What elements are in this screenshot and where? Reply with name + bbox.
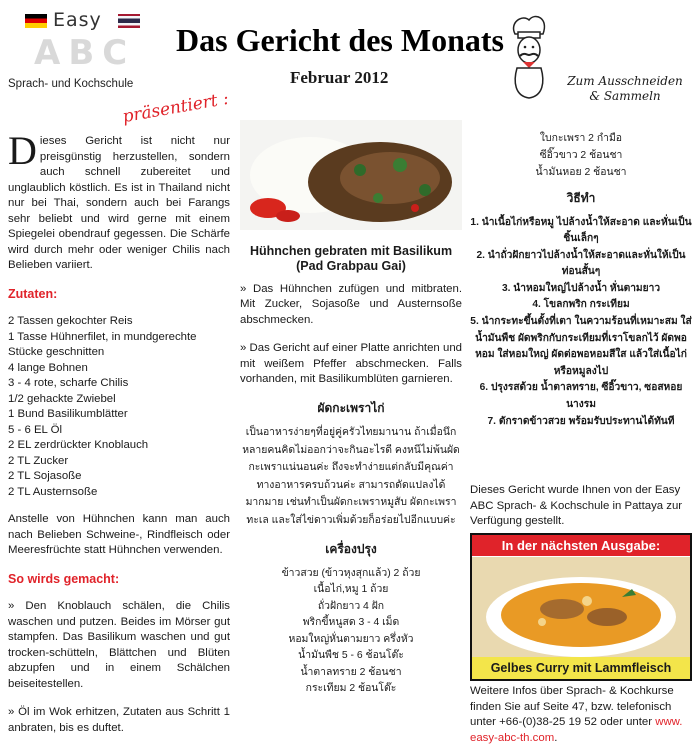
list-item: ใบกะเพรา 2 กำมือ bbox=[539, 133, 623, 144]
dish-title bbox=[240, 244, 462, 274]
list-item: 2 EL zerdrückter Knoblauch bbox=[8, 439, 149, 451]
list-item: น้ำมันหอย 2 ช้อนชา bbox=[535, 167, 627, 178]
list-item: 4 lange Bohnen bbox=[8, 361, 88, 374]
list-item: 4. โขลกพริก กระเทียม bbox=[532, 299, 630, 311]
cut-note-line1: Zum Ausschneiden bbox=[567, 74, 683, 88]
substitution-note: Anstelle von Hühnchen kann man auch nach Belieben Schweine-, Rindfleisch oder Meeresfrüchte statt Hühnchen verwenden. bbox=[8, 513, 230, 556]
list-item: 6. ปรุงรสด้วย น้ำตาลทราย, ซีอิ๊วขาว, ซอสหอยนางรม bbox=[479, 382, 683, 411]
method-heading: So wirds gemacht: bbox=[8, 571, 120, 586]
thai-ingredients-continued bbox=[470, 130, 692, 181]
list-item: 2 TL Austernsoße bbox=[8, 485, 98, 498]
next-dish-label: Gelbes Curry mit Lammfleisch bbox=[472, 657, 690, 679]
chef-illustration-icon bbox=[505, 12, 553, 100]
middle-column bbox=[240, 120, 462, 698]
list-item: 2. นำถั่วฝักยาวไปล้างน้ำให้สะอาดและหั่นให้เป็นท่อนสั้นๆ bbox=[476, 249, 686, 278]
intro-dropcap: D bbox=[8, 128, 37, 173]
intro-paragraph bbox=[8, 128, 230, 274]
list-item: น้ำมันพืช 5 - 6 ช้อนโต๊ะ bbox=[298, 650, 404, 661]
method-step-4: » Das Gericht auf einer Platte anrichten und mit weißem Pfeffer abschmecken. Falls vorhanden, mit Basilikumblüten garnieren. bbox=[240, 342, 462, 385]
list-item: น้ำตาลทราย 2 ช้อนชา bbox=[300, 666, 402, 678]
logo-abc: ABC bbox=[34, 33, 136, 73]
list-item: กระเทียม 2 ช้อนโต๊ะ bbox=[305, 683, 397, 694]
dish-title-line1: Hühnchen gebraten mit Basilikum bbox=[249, 243, 453, 258]
next-issue-heading: In der nächsten Ausgabe: bbox=[472, 535, 690, 556]
more-info-end: . bbox=[554, 731, 558, 744]
next-issue-box bbox=[470, 533, 692, 681]
list-item: 2 TL Sojasoße bbox=[8, 470, 82, 482]
list-item: 3 - 4 rote, scharfe Chilis bbox=[8, 377, 129, 389]
website-link-part2[interactable]: easy-abc-th.com bbox=[470, 731, 555, 744]
dish-title-line2: (Pad Grabpau Gai) bbox=[296, 258, 406, 273]
more-info-text: Weitere Infos über Sprach- & Kochkurse finden Sie auf Seite 47, bzw. telefonisch unter +66-(0)38-25 19 52 oder unter bbox=[470, 685, 674, 728]
website-link-part1[interactable]: www. bbox=[655, 716, 683, 728]
list-item: 1. นำเนื้อไก่หรือหมู ไปล้างน้ำให้สะอาด และหั่นเป็นชิ้นเล็กๆ bbox=[470, 216, 692, 245]
list-item: ซีอิ๊วขาว 2 ช้อนชา bbox=[539, 150, 623, 161]
thai-steps-heading: วิธีทำ bbox=[566, 191, 596, 205]
german-flag-icon bbox=[25, 14, 47, 28]
list-item: หอมใหญ่หั่นตามยาว ครึ่งหัว bbox=[288, 633, 414, 645]
method-step-3: » Das Hühnchen zufügen und mitbraten. Mit Zucker, Sojasoße und Austernsoße abschmecken. bbox=[240, 282, 462, 326]
list-item: พริกขี้หนูสด 3 - 4 เม็ด bbox=[302, 617, 400, 628]
thai-ingredients-list bbox=[240, 566, 462, 698]
presented-label: präsentiert : bbox=[121, 88, 231, 128]
list-item: 1 Tasse Hühnerfilet, in mundgerechte Stücke geschnitten bbox=[8, 330, 197, 358]
credit-note: Dieses Gericht wurde Ihnen von der Easy ABC Sprach- & Kochschule in Pattaya zur Verfügung gestellt. bbox=[470, 484, 683, 527]
method-step-1: » Den Knoblauch schälen, die Chilis waschen und putzen. Beides im Mörser gut stampfen. Das Basilikum waschen und gut trocken-schütteln, Blättchen und Blüten abzupfen und in einem Schälchen beiseitestellen. bbox=[8, 600, 230, 690]
school-name: Sprach- und Kochschule bbox=[8, 78, 134, 90]
list-item: 1/2 gehackte Zwiebel bbox=[8, 392, 116, 405]
thai-ingredients-heading: เครื่องปรุง bbox=[325, 542, 377, 556]
dish-photo bbox=[240, 120, 462, 230]
list-item: 7. ตักราดข้าวสวย พร้อมรับประทานได้ทันที bbox=[487, 415, 675, 427]
intro-text: ieses Gericht ist nicht nur preisgünstig herzustellen, sondern auch schnell zubereitet und unglaublich köstlich. Es ist in Thailand nicht nur bei Thai, sondern auch bei Farangs sehr beliebt und wird gerne mit einem Spiegelei obendrauf gegessen. Die Schärfe wird durch mehr oder weniger Chilis nach Belieben variiert. bbox=[8, 135, 230, 271]
ingredients-list bbox=[8, 314, 230, 500]
thai-steps-list bbox=[470, 215, 692, 431]
logo-easy: Easy bbox=[53, 9, 102, 31]
page-title: Das Gericht des Monats bbox=[176, 22, 504, 58]
list-item: 3. นำหอมใหญ่ไปล้างน้ำ หั่นตามยาว bbox=[501, 282, 661, 294]
list-item: 2 Tassen gekochter Reis bbox=[8, 315, 133, 327]
left-column bbox=[8, 128, 230, 749]
list-item: 2 TL Zucker bbox=[8, 454, 69, 467]
curry-photo bbox=[472, 557, 690, 657]
list-item: 5. นำกระทะขึ้นตั้งที่เตา ในความร้อนที่เหมาะสม ใส่น้ำมันพืช ผัดพริกกับกระเทียมที่เราโขลกไว้ ผัดพอหอม ใส่หอมใหญ่ ผัดต่อพอหอมสีใส แล้วใส่เนื้อไก่หรือหมูลงไป bbox=[470, 316, 692, 377]
method-step-2: » Öl im Wok erhitzen, Zutaten aus Schritt 1 anbraten, bis es duftet. bbox=[8, 706, 230, 734]
right-column bbox=[470, 130, 692, 430]
ingredients-heading: Zutaten: bbox=[8, 286, 58, 301]
cut-note-line2: & Sammeln bbox=[589, 89, 661, 103]
list-item: เนื้อไก่,หมู 1 ถ้วย bbox=[313, 584, 389, 595]
thai-flag-icon bbox=[118, 14, 140, 28]
list-item: ถั่วฝักยาว 4 ฝัก bbox=[317, 600, 385, 612]
thai-dish-heading: ผัดกะเพราไก่ bbox=[317, 400, 385, 415]
list-item: 1 Bund Basilikumblätter bbox=[8, 408, 128, 420]
more-info bbox=[470, 684, 694, 746]
list-item: ข้าวสวย (ข้าวหุงสุกแล้ว) 2 ถ้วย bbox=[281, 567, 421, 579]
thai-intro: เป็นอาหารง่ายๆที่อยู่คู่ครัวไทยมานาน ถ้าเมื่อนึกหลายคนคิดไม่ออกว่าจะกินอะไรดี คงหนีไม่พ้นผัดกะเพราแน่นอนค่ะ ถึงจะทำง่ายแต่กลับมีคุณค่าทางอาหารครบถ้วนค่ะ สามารถดัดแปลงได้มากมาย เช่นทำเป็นผัดกะเพราหมูสับ ผัดกะเพราทะเล และใส่ไข่ดาวเพิ่มด้วยก็อร่อยไปอีกแบบค่ะ bbox=[242, 427, 460, 526]
list-item: 5 - 6 EL Öl bbox=[8, 423, 63, 436]
cut-and-collect-note bbox=[560, 74, 690, 104]
issue-month: Februar 2012 bbox=[290, 68, 389, 87]
